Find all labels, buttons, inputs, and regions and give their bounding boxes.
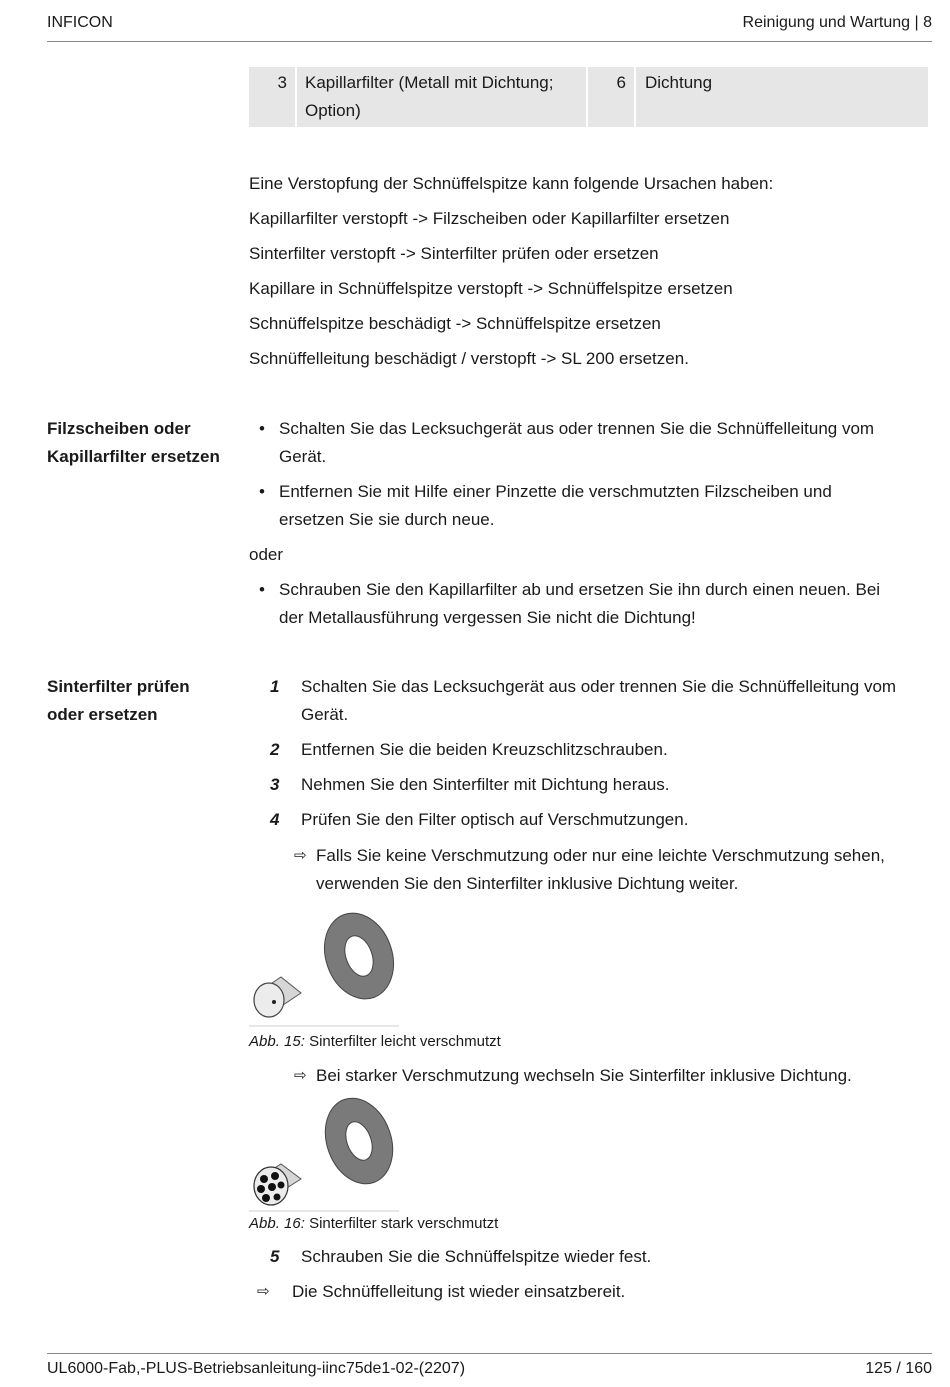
header-brand: INFICON [47, 14, 113, 31]
result-arrow-icon: ⇨ [257, 1283, 270, 1300]
page-footer [47, 1353, 932, 1383]
result-arrow-icon: ⇨ [294, 1067, 307, 1084]
section-heading-felt: Filzscheiben oder Kapillarfilter ersetzen [47, 419, 220, 466]
bullet-item: • Schrauben Sie den Kapillarfilter ab und ersetzen Sie ihn durch einen neuen. Bei der Metallausführung vergessen Sie nicht die Dichtung! [259, 580, 881, 627]
step-item: 3 Nehmen Sie den Sinterfilter mit Dichtung heraus. [270, 775, 670, 794]
final-result: ⇨ Die Schnüffelleitung ist wieder einsatzbereit. [257, 1278, 892, 1306]
section-heading-sinter: Sinterfilter prüfen oder ersetzen [47, 677, 190, 724]
figure-caption: Abb. 16: Sinterfilter stark verschmutzt [249, 1215, 499, 1232]
cause-item: Schnüffelspitze beschädigt -> Schnüffelspitze ersetzen [249, 314, 661, 333]
step-item: 5 Schrauben Sie die Schnüffelspitze wieder fest. [270, 1247, 652, 1266]
step-item: 2 Entfernen Sie die beiden Kreuzschlitzschrauben. [270, 740, 668, 759]
step-item: 4 Prüfen Sie den Filter optisch auf Verschmutzungen. [270, 810, 689, 829]
table-cell-num: 6 [616, 73, 626, 92]
table-cell-text: Kapillarfilter (Metall mit Dichtung; Option) [305, 73, 554, 120]
causes-intro: Eine Verstopfung der Schnüffelspitze kann folgende Ursachen haben: [249, 174, 774, 193]
parts-table [249, 67, 928, 127]
result-item: ⇨ Falls Sie keine Verschmutzung oder nur eine leichte Verschmutzung sehen, verwenden Sie den Sinterfilter inklusive Dichtung weiter. [294, 842, 929, 898]
or-text: oder [249, 545, 284, 564]
cause-item: Sinterfilter verstopft -> Sinterfilter prüfen oder ersetzen [249, 244, 659, 263]
sinter-filter-heavy-dirt-image [249, 1094, 399, 1212]
bullet-item: • Entfernen Sie mit Hilfe einer Pinzette die verschmutzten Filzscheiben und ersetzen Sie sie durch neue. [259, 482, 832, 529]
step-item: 1 Schalten Sie das Lecksuchgerät aus oder trennen Sie die Schnüffelleitung vom Gerät. [270, 677, 897, 724]
table-cell-text: Dichtung [645, 73, 713, 92]
result-item: ⇨ Bei starker Verschmutzung wechseln Sie Sinterfilter inklusive Dichtung. [294, 1062, 929, 1090]
cause-item: Kapillarfilter verstopft -> Filzscheiben oder Kapillarfilter ersetzen [249, 209, 730, 228]
footer-doc-id: UL6000-Fab,-PLUS-Betriebsanleitung-iinc75de1-02-(2207) [47, 1360, 466, 1377]
footer-page-number: 125 / 160 [865, 1360, 932, 1377]
figure-caption: Abb. 15: Sinterfilter leicht verschmutzt [249, 1033, 501, 1050]
page-header [47, 12, 932, 42]
cause-item: Kapillare in Schnüffelspitze verstopft -> Schnüffelspitze ersetzen [249, 279, 733, 298]
sinter-filter-light-dirt-image [249, 905, 399, 1027]
table-cell-num: 3 [277, 73, 287, 92]
header-chapter: Reinigung und Wartung | 8 [742, 14, 932, 31]
result-arrow-icon: ⇨ [294, 847, 307, 864]
cause-item: Schnüffelleitung beschädigt / verstopft -> SL 200 ersetzen. [249, 349, 689, 368]
bullet-item: • Schalten Sie das Lecksuchgerät aus oder trennen Sie die Schnüffelleitung vom Gerät. [259, 419, 875, 466]
